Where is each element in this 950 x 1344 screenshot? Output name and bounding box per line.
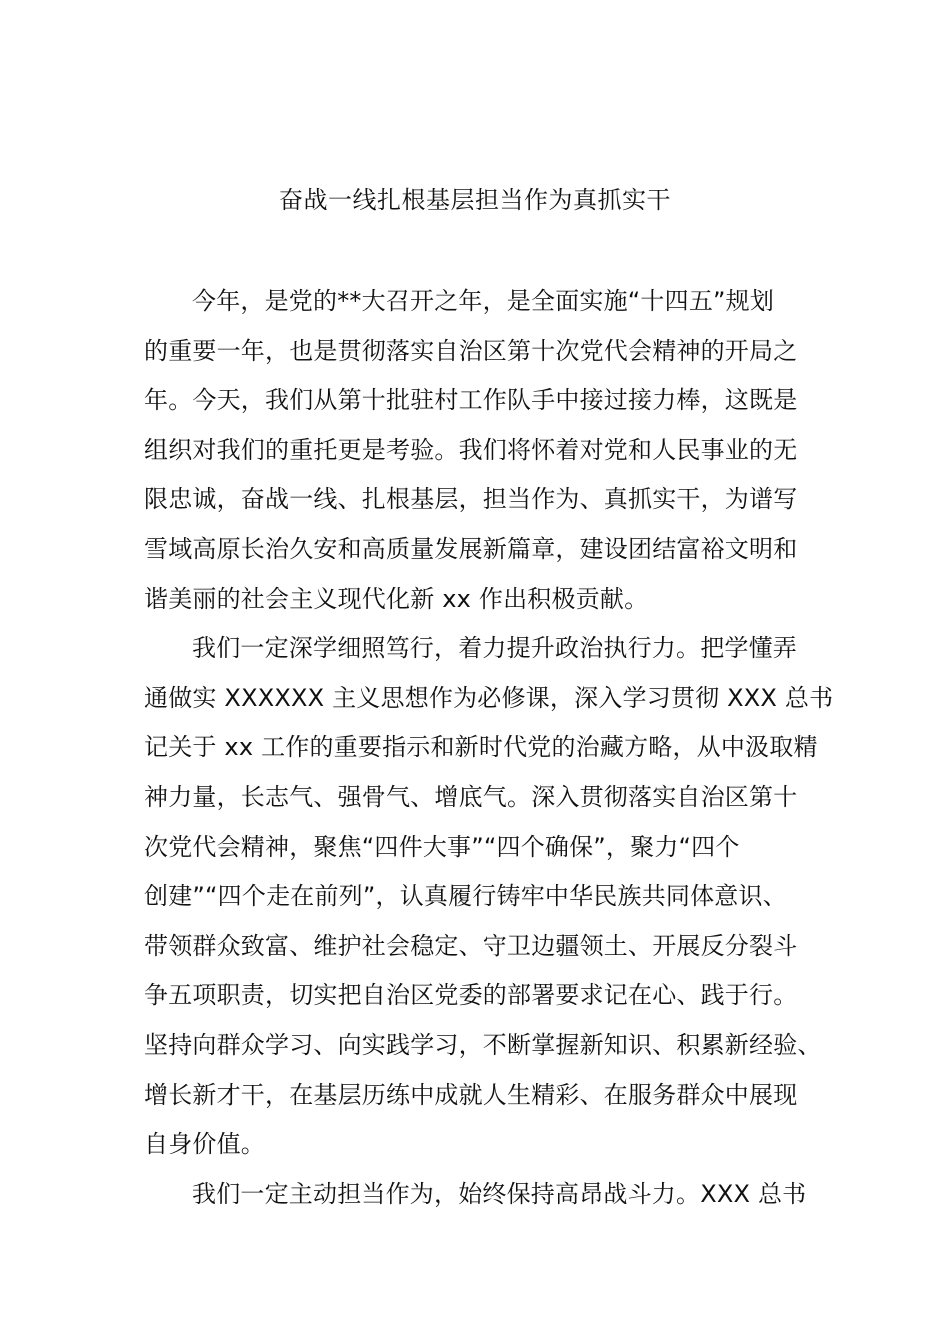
paragraph-line: 次党代会精神，聚焦“四件大事”“四个确保”，聚力“四个 [144, 832, 740, 861]
paragraph-line: 自身价值。 [144, 1130, 265, 1159]
paragraph-line: 坚持向群众学习、向实践学习，不断掌握新知识、积累新经验、 [144, 1030, 822, 1059]
paragraph-line: 今年，是党的**大召开之年，是全面实施“十四五”规划 [192, 287, 775, 315]
document-body [144, 281, 834, 1223]
paragraph-line: 我们一定主动担当作为，始终保持高昂战斗力。XXX 总书 [192, 1179, 807, 1208]
paragraph-line: 创建”“四个走在前列”，认真履行铸牢中华民族共同体意识、 [144, 882, 787, 911]
paragraph-line: 雪域高原长治久安和高质量发展新篇章，建设团结富裕文明和 [144, 534, 798, 563]
paragraph-line: 组织对我们的重托更是考验。我们将怀着对党和人民事业的无 [144, 435, 798, 464]
paragraph-line: 我们一定深学细照笃行，着力提升政治执行力。把学懂弄 [192, 634, 797, 663]
paragraph-line: 通做实 XXXXXX 主义思想作为必修课，深入学习贯彻 XXX 总书 [144, 683, 834, 712]
paragraph-line: 带领群众致富、维护社会稳定、守卫边疆领土、开展反分裂斗 [144, 931, 798, 960]
paragraph-line: 的重要一年，也是贯彻落实自治区第十次党代会精神的开局之 [144, 336, 798, 365]
paragraph-line: 记关于 xx 工作的重要指示和新时代党的治藏方略，从中汲取精 [144, 733, 818, 762]
paragraph-line: 争五项职责，切实把自治区党委的部署要求记在心、践于行。 [144, 981, 798, 1010]
paragraph-line: 增长新才干，在基层历练中成就人生精彩、在服务群众中展现 [144, 1080, 798, 1109]
paragraph-line: 神力量，长志气、强骨气、增底气。深入贯彻落实自治区第十 [144, 782, 798, 811]
paragraph-line: 谐美丽的社会主义现代化新 xx 作出积极贡献。 [144, 584, 649, 613]
paragraph-line: 限忠诚，奋战一线、扎根基层，担当作为、真抓实干，为谱写 [144, 485, 798, 514]
paragraph-line: 年。今天，我们从第十批驻村工作队手中接过接力棒，这既是 [144, 386, 798, 415]
document-title: 奋战一线扎根基层担当作为真抓实干 [279, 186, 671, 214]
